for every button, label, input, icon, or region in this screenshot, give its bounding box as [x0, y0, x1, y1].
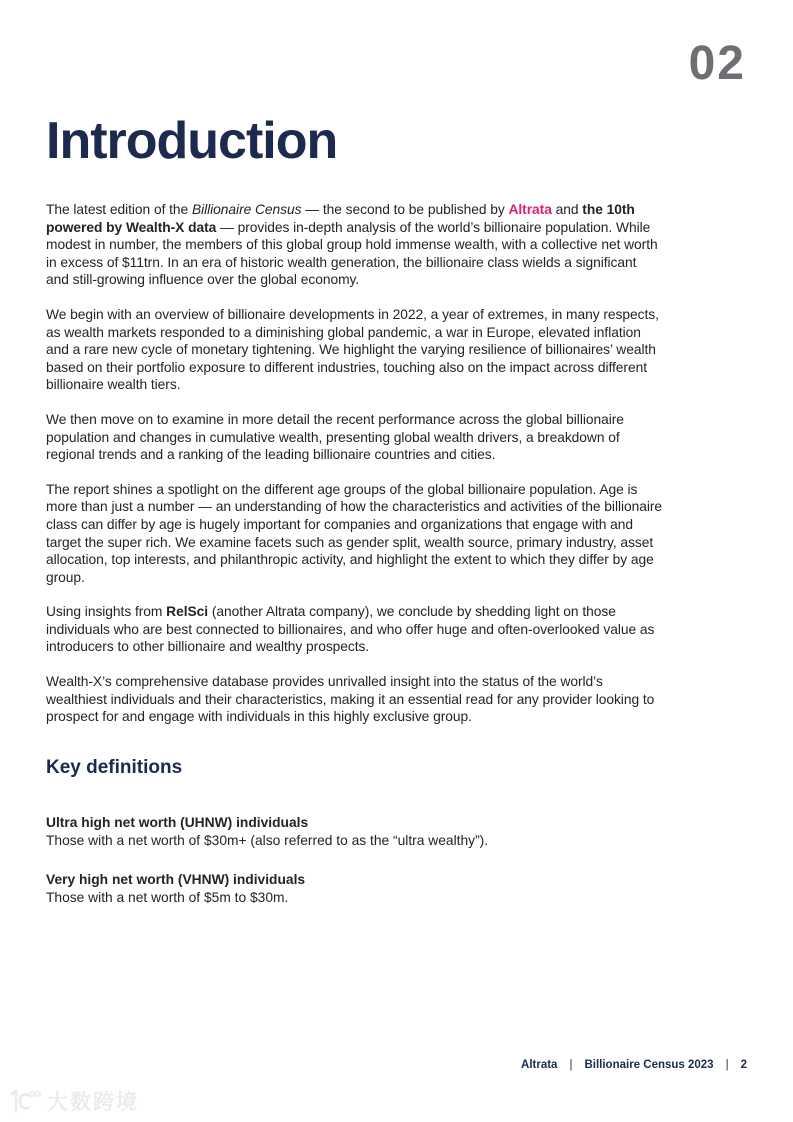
page-footer	[521, 1059, 747, 1071]
dashu-kuajing-logo-icon	[8, 1088, 42, 1114]
footer-brand: Altrata	[521, 1059, 558, 1071]
intro-paragraph-1	[46, 201, 663, 289]
relsci-bold-text: RelSci	[166, 604, 209, 620]
text-run: (another Altrata company), we conclude by shedding light on those individuals who are best connected to billionaires, and who offer huge and often-overlooked value as introducers to other billionaire and wealthy prospects.	[46, 604, 655, 655]
watermark-text: 大数跨境	[47, 1091, 139, 1114]
text-run: — provides in-depth analysis of the world’s billionaire population. While modest in number, the members of this global group hold immense wealth, with a collective net worth in excess of $11trn. In an era of historic wealth generation, the billionaire class wields a significant and still-growing influence over the global economy.	[46, 219, 658, 288]
intro-paragraph-3: We then move on to examine in more detail the recent performance across the global billionaire population and changes in cumulative wealth, presenting global wealth drivers, a breakdown of regional trends and a ranking of the leading billionaire countries and cities.	[46, 411, 624, 463]
intro-paragraph-4: The report shines a spotlight on the different age groups of the global billionaire population. Age is more than just a number — an understanding of how the characteristics and activities of the billionaire class can differ by age is hugely important for companies and organizations that engage with and target the super rich. We examine facets such as gender split, wealth source, primary industry, asset allocation, top interests, and philanthropic activity, and highlight the extent to which they differ by age group.	[46, 481, 663, 585]
definition-term: Ultra high net worth (UHNW) individuals	[46, 814, 309, 830]
page-content	[0, 112, 793, 907]
watermark	[8, 1086, 139, 1116]
footer-separator: |	[725, 1059, 729, 1071]
footer-report-title: Billionaire Census 2023	[584, 1059, 714, 1071]
text-run: — the second to be published by	[301, 202, 509, 217]
definition-term: Very high net worth (VHNW) individuals	[46, 871, 306, 887]
altrata-brand-text: Altrata	[508, 202, 552, 217]
billionaire-census-italic-text: Billionaire Census	[191, 202, 302, 217]
section-number: 02	[688, 37, 746, 90]
intro-paragraph-2: We begin with an overview of billionaire developments in 2022, a year of extremes, in many respects, as wealth markets responded to a diminishing global pandemic, a war in Europe, elevated inflation and a rare new cycle of monetary tightening. We highlight the varying resilience of billionaires’ wealth based on their portfolio exposure to different industries, touching also on the impact across different billionaire wealth tiers.	[46, 306, 659, 393]
text-run: and	[551, 202, 583, 217]
intro-paragraph-6: Wealth-X’s comprehensive database provides unrivalled insight into the status of the world’s wealthiest individuals and their characteristics, making it an essential read for any provider looking to prospect for and engage with individuals in this highly exclusive group.	[46, 674, 655, 725]
text-run: The latest edition of the	[46, 202, 192, 217]
intro-paragraph-5	[46, 603, 663, 656]
footer-page-number: 2	[740, 1059, 747, 1071]
footer-separator: |	[569, 1059, 573, 1071]
text-run: Using insights from	[46, 604, 167, 620]
definition-text: Those with a net worth of $30m+ (also referred to as the “ultra wealthy”).	[46, 832, 489, 848]
definition-vhnw	[46, 871, 663, 907]
definition-uhnw	[46, 814, 663, 850]
key-definitions-heading: Key definitions	[46, 756, 183, 778]
definition-text: Those with a net worth of $5m to $30m.	[46, 889, 289, 905]
wealthx-bold-text: the 10th powered by Wealth-X data	[46, 202, 635, 235]
page-title: Introduction	[46, 112, 338, 170]
